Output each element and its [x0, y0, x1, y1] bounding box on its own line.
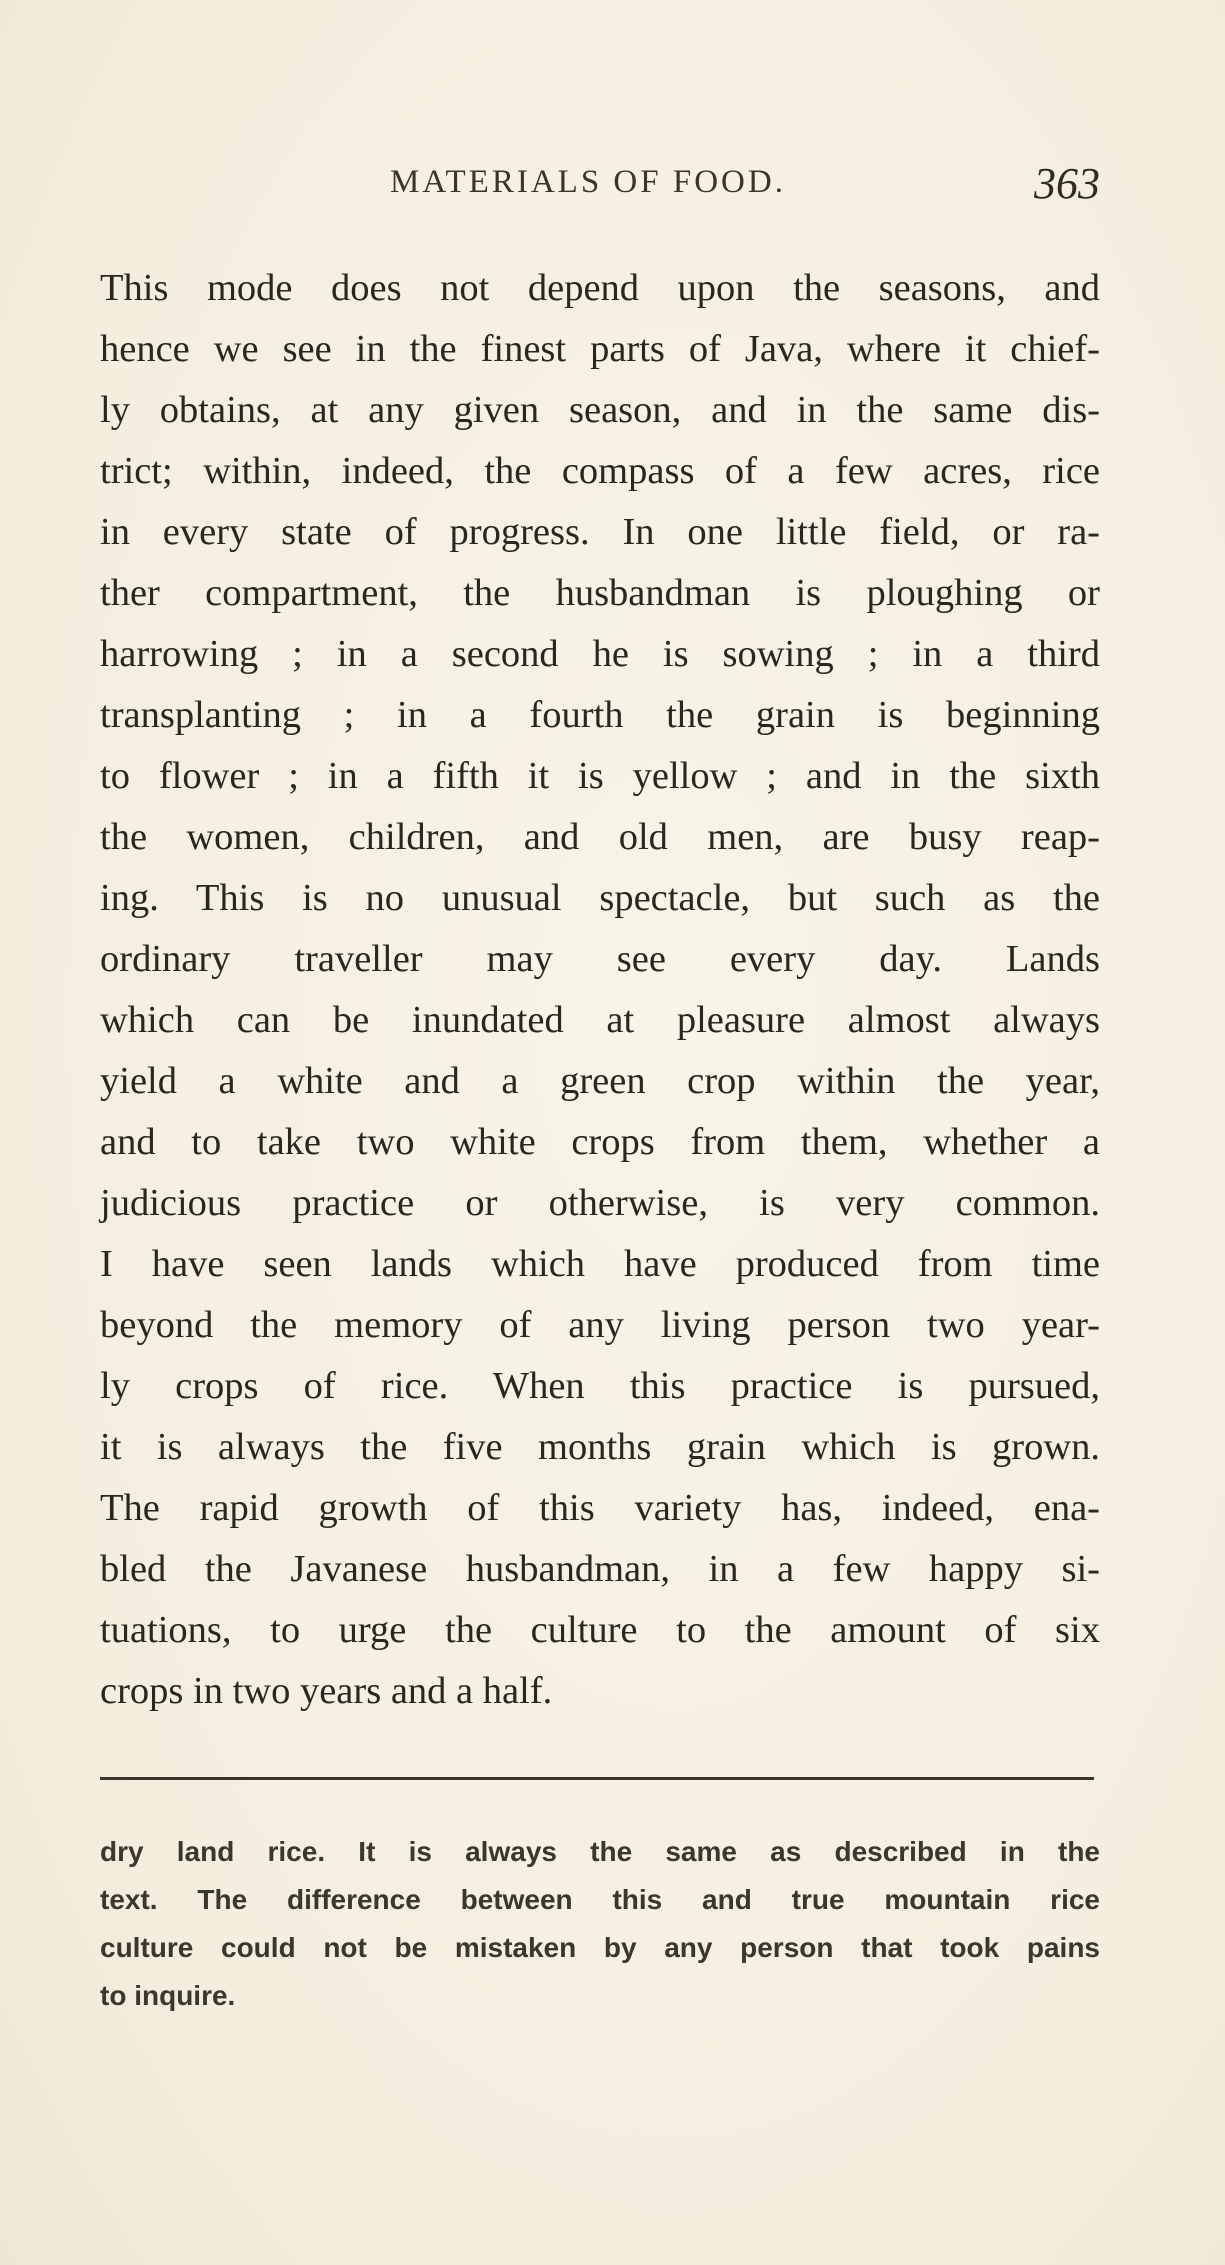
body-line: ordinary traveller may see every day. Lands — [100, 938, 1100, 980]
body-line: it is always the five months grain which is grown. — [100, 1426, 1100, 1468]
body-line: the women, children, and old men, are busy reap- — [100, 816, 1100, 858]
body-line: harrowing ; in a second he is sowing ; in a third — [100, 633, 1100, 675]
footnote — [100, 1828, 1100, 2020]
footnote-line: dry land rice. It is always the same as described in the — [100, 1836, 1100, 1867]
running-head — [100, 158, 1100, 208]
footnote-line: culture could not be mistaken by any person that took pains — [100, 1932, 1100, 1963]
body-line: ing. This is no unusual spectacle, but such as the — [100, 877, 1100, 919]
body-text — [100, 258, 1100, 1722]
body-line: This mode does not depend upon the seasons, and — [100, 267, 1100, 309]
body-line: tuations, to urge the culture to the amount of six — [100, 1609, 1100, 1651]
footnote-line: to inquire. — [100, 1980, 236, 2011]
footnote-line: text. The difference between this and true mountain rice — [100, 1884, 1100, 1915]
body-line: transplanting ; in a fourth the grain is beginning — [100, 694, 1100, 736]
body-line: bled the Javanese husbandman, in a few happy si- — [100, 1548, 1100, 1590]
body-line: hence we see in the finest parts of Java, where it chief- — [100, 328, 1100, 370]
body-line: ly crops of rice. When this practice is pursued, — [100, 1365, 1100, 1407]
body-line: in every state of progress. In one little field, or ra- — [100, 511, 1100, 553]
body-line: beyond the memory of any living person two year- — [100, 1304, 1100, 1346]
body-line: to flower ; in a fifth it is yellow ; and in the sixth — [100, 755, 1100, 797]
body-line: trict; within, indeed, the compass of a few acres, rice — [100, 450, 1100, 492]
footnote-divider — [100, 1777, 1094, 1780]
body-line: judicious practice or otherwise, is very common. — [100, 1182, 1100, 1224]
body-line: crops in two years and a half. — [100, 1670, 553, 1712]
page-number: 363 — [1034, 159, 1100, 208]
body-line: and to take two white crops from them, whether a — [100, 1121, 1100, 1163]
body-line: The rapid growth of this variety has, indeed, ena- — [100, 1487, 1100, 1529]
body-line: I have seen lands which have produced from time — [100, 1243, 1100, 1285]
body-line: ther compartment, the husbandman is ploughing or — [100, 572, 1100, 614]
body-line: ly obtains, at any given season, and in the same dis- — [100, 389, 1100, 431]
body-line: yield a white and a green crop within the year, — [100, 1060, 1100, 1102]
running-title: MATERIALS OF FOOD. — [390, 164, 786, 200]
body-line: which can be inundated at pleasure almost always — [100, 999, 1100, 1041]
